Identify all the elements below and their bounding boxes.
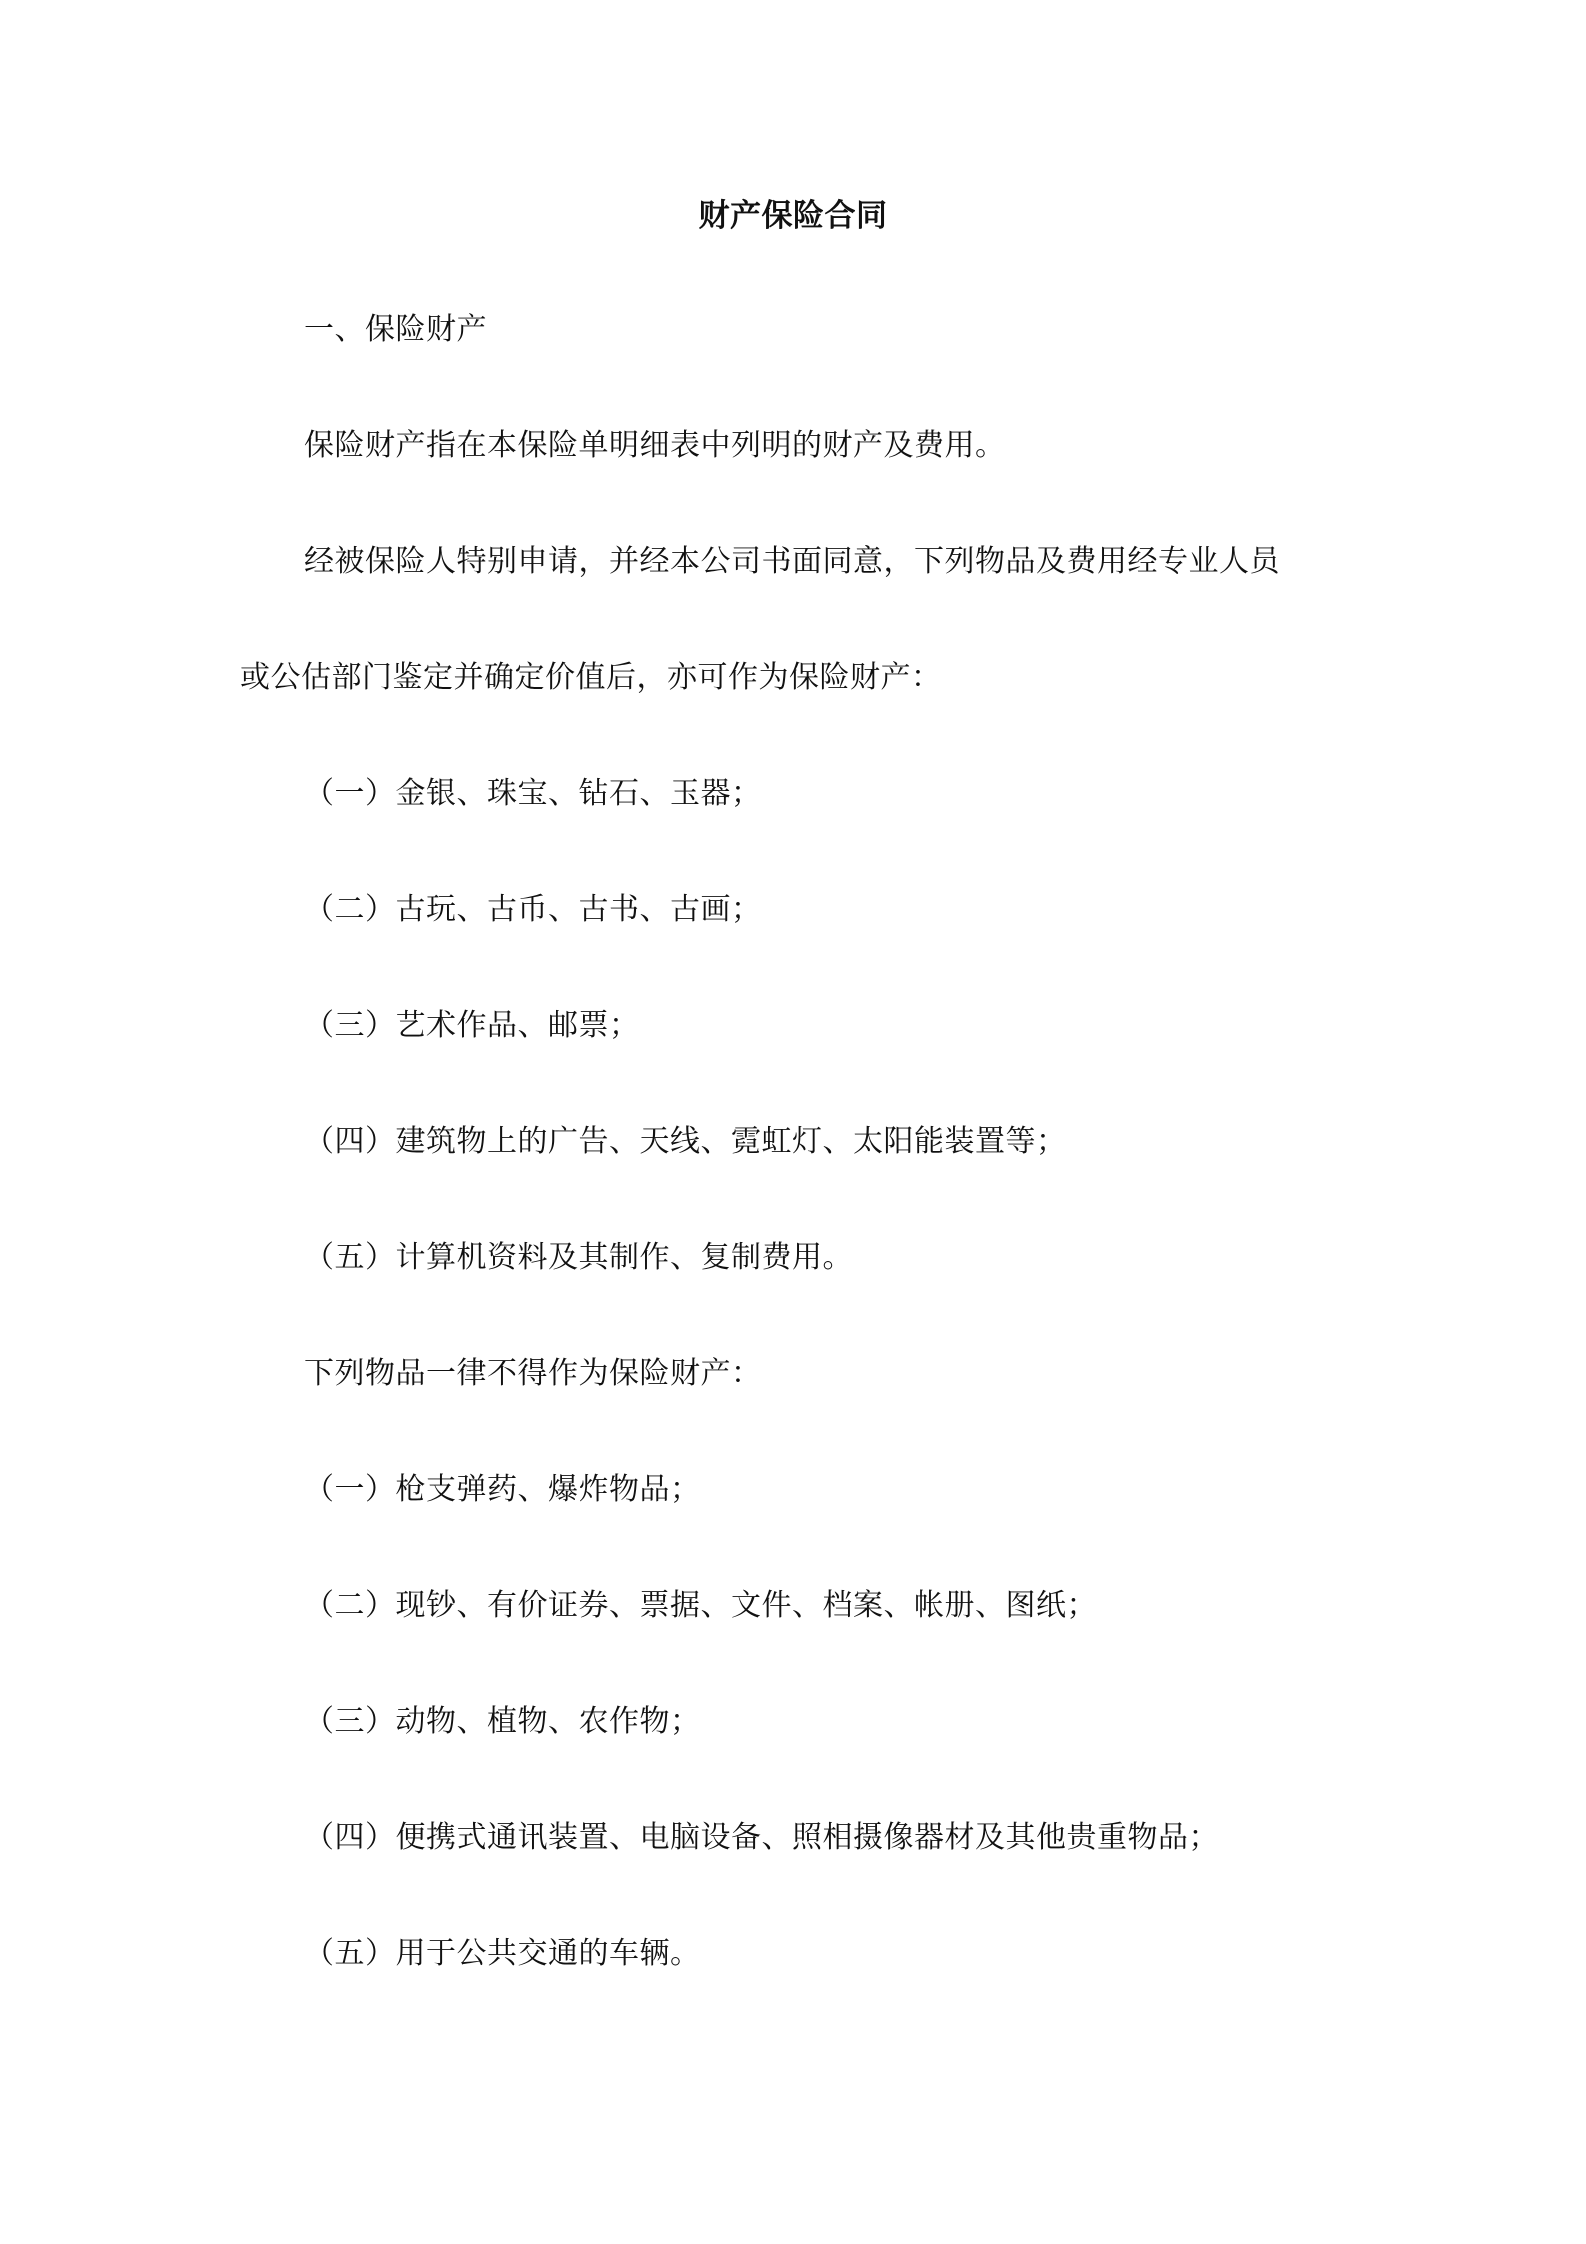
special-item: （一）金银、珠宝、钻石、玉器； <box>304 776 762 811</box>
excluded-intro: 下列物品一律不得作为保险财产： <box>304 1356 762 1391</box>
document-title: 财产保险合同 <box>698 198 888 234</box>
special-item: （五）计算机资料及其制作、复制费用。 <box>304 1240 853 1275</box>
section-heading: 一、保险财产 <box>304 312 487 347</box>
excluded-item: （一）枪支弹药、爆炸物品； <box>304 1472 701 1507</box>
special-item: （三）艺术作品、邮票； <box>304 1008 640 1043</box>
definition-paragraph: 保险财产指在本保险单明细表中列明的财产及费用。 <box>304 428 1006 463</box>
excluded-item: （二）现钞、有价证券、票据、文件、档案、帐册、图纸； <box>304 1588 1097 1623</box>
special-application-line-1: 经被保险人特别申请，并经本公司书面同意，下列物品及费用经专业人员 <box>304 544 1280 579</box>
excluded-item: （四）便携式通讯装置、电脑设备、照相摄像器材及其他贵重物品； <box>304 1820 1219 1855</box>
special-item: （四）建筑物上的广告、天线、霓虹灯、太阳能装置等； <box>304 1124 1067 1159</box>
excluded-item: （三）动物、植物、农作物； <box>304 1704 701 1739</box>
special-application-line-2: 或公估部门鉴定并确定价值后，亦可作为保险财产： <box>240 660 942 695</box>
special-item: （二）古玩、古币、古书、古画； <box>304 892 762 927</box>
excluded-item: （五）用于公共交通的车辆。 <box>304 1936 701 1971</box>
